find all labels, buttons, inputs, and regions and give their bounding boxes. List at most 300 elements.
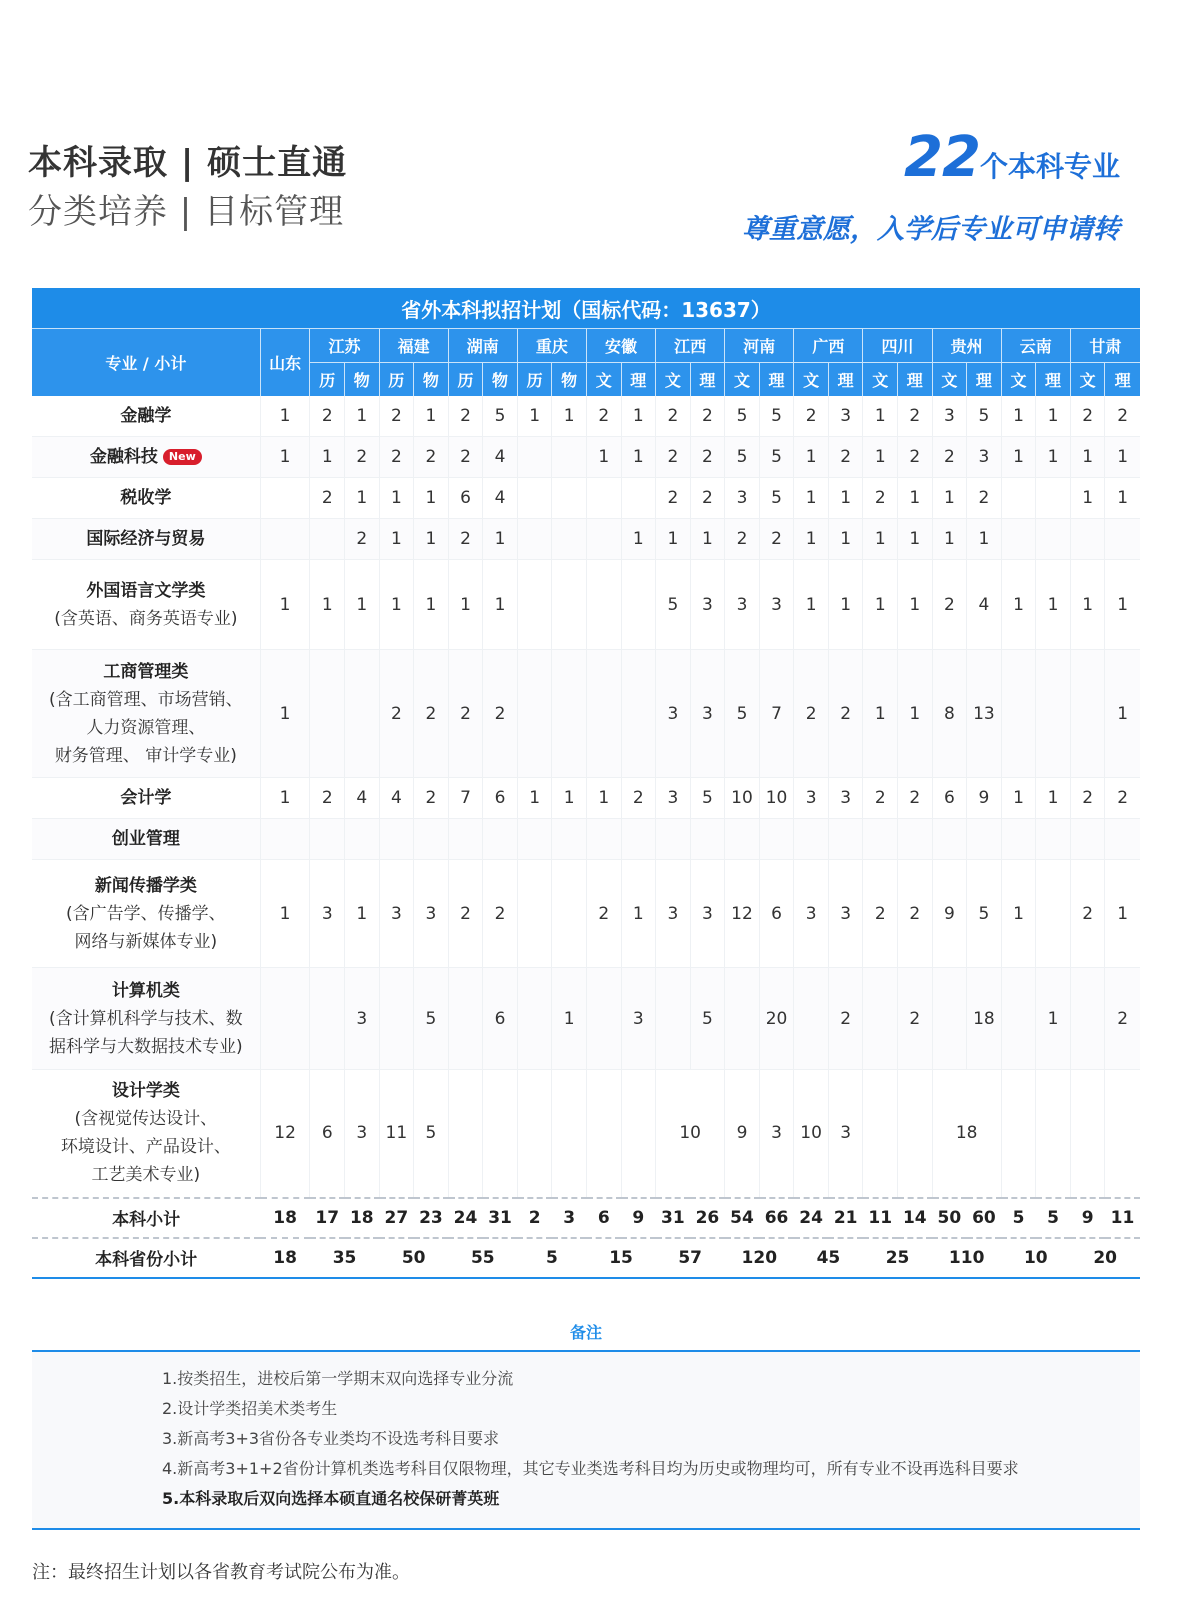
note-item: 1.按类招生，进校后第一学期末双向选择专业分流	[162, 1369, 514, 1388]
subtotal-cell: 24	[794, 1198, 829, 1238]
value-cell: 3	[379, 860, 414, 968]
value-cell: 1	[414, 478, 449, 519]
major-title: 会计学	[120, 788, 172, 808]
table-row	[32, 478, 1140, 519]
value-cell	[932, 819, 967, 860]
value-cell	[260, 478, 310, 519]
value-cell	[517, 860, 552, 968]
subject-header: 文	[1070, 363, 1105, 397]
table-row	[32, 1070, 1140, 1198]
value-cell: 4	[483, 478, 518, 519]
value-cell: 2	[345, 519, 380, 560]
value-cell	[794, 819, 829, 860]
major-detail: 人力资源管理、	[86, 717, 206, 738]
value-cell	[1001, 1070, 1036, 1198]
subtotal-cell: 5	[1001, 1198, 1036, 1238]
province-total-row	[32, 1238, 1140, 1278]
value-cell: 20	[759, 968, 794, 1070]
value-cell	[345, 819, 380, 860]
value-cell: 2	[448, 519, 483, 560]
subtotal-cell: 11	[863, 1198, 898, 1238]
subject-header: 理	[759, 363, 794, 397]
subject-header: 理	[898, 363, 933, 397]
province-header: 甘肃	[1070, 329, 1140, 363]
subtotal-cell: 60	[967, 1198, 1002, 1238]
subtotal-cell: 66	[759, 1198, 794, 1238]
value-cell: 2	[656, 437, 691, 478]
value-cell	[552, 560, 587, 650]
major-name	[32, 784, 260, 812]
value-cell: 3	[690, 560, 725, 650]
subtotal-cell: 3	[552, 1198, 587, 1238]
major-detail: 网络与新媒体专业)	[74, 931, 218, 952]
province-header: 安徽	[586, 329, 655, 363]
value-cell	[725, 819, 760, 860]
value-cell: 2	[310, 396, 345, 437]
value-cell: 2	[310, 478, 345, 519]
value-cell	[621, 1070, 656, 1198]
province-header: 广西	[794, 329, 863, 363]
value-cell: 3	[690, 650, 725, 778]
value-cell	[1105, 819, 1140, 860]
value-cell: 10	[794, 1070, 829, 1198]
major-name-cell	[32, 560, 260, 650]
value-cell	[552, 650, 587, 778]
value-cell: 2	[1070, 860, 1105, 968]
major-detail: (含英语、商务英语专业)	[54, 608, 238, 629]
major-title: 金融学	[120, 406, 172, 426]
province-header: 江苏	[310, 329, 379, 363]
value-cell	[690, 819, 725, 860]
province-header: 河南	[725, 329, 794, 363]
value-cell: 3	[345, 968, 380, 1070]
value-cell: 2	[932, 437, 967, 478]
value-cell: 1	[414, 560, 449, 650]
value-cell	[586, 1070, 621, 1198]
value-cell: 2	[448, 860, 483, 968]
value-cell: 2	[690, 478, 725, 519]
value-cell: 6	[759, 860, 794, 968]
subject-header: 历	[379, 363, 414, 397]
value-cell	[1036, 860, 1071, 968]
value-cell: 12	[725, 860, 760, 968]
value-cell	[863, 968, 898, 1070]
subject-header: 文	[725, 363, 760, 397]
subject-header: 理	[1036, 363, 1071, 397]
value-cell: 1	[1070, 437, 1105, 478]
value-cell: 1	[1105, 860, 1140, 968]
value-cell: 10	[725, 778, 760, 819]
value-cell: 2	[828, 650, 863, 778]
value-cell: 5	[759, 437, 794, 478]
value-cell: 1	[379, 478, 414, 519]
major-title: 创业管理	[111, 829, 180, 849]
value-cell: 2	[898, 860, 933, 968]
value-cell: 2	[863, 860, 898, 968]
province-header: 云南	[1001, 329, 1070, 363]
value-cell: 2	[414, 650, 449, 778]
province-total-cell: 10	[1001, 1238, 1070, 1278]
value-cell	[552, 519, 587, 560]
value-cell: 4	[967, 560, 1002, 650]
value-cell: 1	[898, 650, 933, 778]
value-cell: 1	[863, 519, 898, 560]
value-cell: 1	[863, 396, 898, 437]
value-cell: 1	[379, 519, 414, 560]
major-count-row	[742, 125, 1120, 201]
notes-block	[32, 1316, 1140, 1530]
value-cell: 3	[414, 860, 449, 968]
value-cell: 1	[1001, 860, 1036, 968]
value-cell: 2	[967, 478, 1002, 519]
value-cell	[517, 968, 552, 1070]
province-total-cell: 57	[656, 1238, 725, 1278]
value-cell: 2	[1105, 968, 1140, 1070]
major-name-cell	[32, 519, 260, 560]
value-cell	[828, 819, 863, 860]
value-cell: 1	[1001, 437, 1036, 478]
value-cell: 18	[932, 1070, 1001, 1198]
value-cell	[1001, 819, 1036, 860]
major-name-cell	[32, 478, 260, 519]
value-cell: 6	[483, 968, 518, 1070]
value-cell	[621, 650, 656, 778]
subtotal-cell: 50	[932, 1198, 967, 1238]
value-cell: 1	[260, 860, 310, 968]
major-title: 计算机类	[111, 980, 180, 1001]
major-name	[32, 402, 260, 430]
subject-header: 物	[552, 363, 587, 397]
value-cell: 9	[932, 860, 967, 968]
value-cell: 1	[828, 519, 863, 560]
value-cell	[448, 819, 483, 860]
subject-header: 文	[863, 363, 898, 397]
value-cell	[1070, 968, 1105, 1070]
subtotal-cell: 31	[656, 1198, 691, 1238]
subject-header: 文	[586, 363, 621, 397]
value-cell: 6	[310, 1070, 345, 1198]
headline: 本科录取 | 硕士直通	[28, 143, 348, 183]
value-cell: 1	[828, 560, 863, 650]
province-header: 贵州	[932, 329, 1001, 363]
subtotal-cell: 6	[586, 1198, 621, 1238]
major-title: 国际经济与贸易	[86, 529, 206, 549]
value-cell	[1036, 478, 1071, 519]
value-cell: 1	[1036, 560, 1071, 650]
province-total-cell: 5	[517, 1238, 586, 1278]
value-cell: 5	[483, 396, 518, 437]
value-cell: 2	[448, 396, 483, 437]
value-cell: 2	[690, 396, 725, 437]
value-cell	[898, 819, 933, 860]
value-cell	[794, 968, 829, 1070]
subject-header: 历	[517, 363, 552, 397]
value-cell: 1	[414, 396, 449, 437]
major-title: 金融科技	[89, 447, 158, 467]
major-detail: (含计算机科学与技术、数	[49, 1008, 243, 1029]
value-cell: 1	[552, 778, 587, 819]
value-cell: 1	[863, 437, 898, 478]
value-cell	[552, 1070, 587, 1198]
subject-header: 文	[932, 363, 967, 397]
value-cell	[414, 819, 449, 860]
major-name	[32, 658, 260, 686]
subtotal-cell: 11	[1105, 1198, 1140, 1238]
value-cell: 1	[898, 519, 933, 560]
value-cell: 3	[828, 860, 863, 968]
value-cell: 9	[725, 1070, 760, 1198]
value-cell: 1	[794, 437, 829, 478]
value-cell	[310, 650, 345, 778]
value-cell: 5	[725, 437, 760, 478]
value-cell	[345, 650, 380, 778]
value-cell: 6	[483, 778, 518, 819]
value-cell: 3	[794, 860, 829, 968]
value-cell: 2	[932, 560, 967, 650]
value-cell: 2	[414, 437, 449, 478]
major-title: 设计学类	[111, 1081, 180, 1102]
value-cell: 5	[414, 1070, 449, 1198]
value-cell: 3	[345, 1070, 380, 1198]
value-cell	[1070, 1070, 1105, 1198]
value-cell: 1	[586, 437, 621, 478]
value-cell	[586, 519, 621, 560]
table-row	[32, 560, 1140, 650]
major-name	[32, 1077, 260, 1105]
value-cell	[1001, 478, 1036, 519]
value-cell: 3	[725, 560, 760, 650]
value-cell: 2	[621, 778, 656, 819]
slogan: 尊重意愿，入学后专业可申请转	[742, 214, 1120, 245]
value-cell: 13	[967, 650, 1002, 778]
value-cell: 1	[552, 396, 587, 437]
value-cell	[260, 819, 310, 860]
major-name-cell	[32, 437, 260, 478]
value-cell: 1	[1001, 396, 1036, 437]
value-cell: 1	[967, 519, 1002, 560]
value-cell: 1	[1105, 560, 1140, 650]
value-cell	[448, 1070, 483, 1198]
value-cell: 1	[483, 560, 518, 650]
value-cell	[621, 560, 656, 650]
value-cell: 1	[656, 519, 691, 560]
value-cell: 1	[260, 437, 310, 478]
footnote: 注：最终招生计划以各省教育考试院公布为准。	[32, 1562, 410, 1583]
province-total-cell: 18	[260, 1238, 310, 1278]
value-cell	[517, 478, 552, 519]
province-header: 福建	[379, 329, 448, 363]
value-cell: 3	[759, 1070, 794, 1198]
major-column-header: 专业 / 小计	[32, 329, 260, 397]
value-cell	[967, 819, 1002, 860]
major-detail: 据科学与大数据技术专业)	[49, 1036, 243, 1057]
major-title: 工商管理类	[103, 661, 189, 682]
value-cell: 2	[379, 650, 414, 778]
value-cell	[759, 819, 794, 860]
major-name-cell	[32, 396, 260, 437]
value-cell: 3	[656, 650, 691, 778]
value-cell: 12	[260, 1070, 310, 1198]
value-cell	[379, 968, 414, 1070]
value-cell: 1	[345, 396, 380, 437]
value-cell: 4	[345, 778, 380, 819]
province-total-cell: 50	[379, 1238, 448, 1278]
value-cell: 3	[621, 968, 656, 1070]
value-cell: 2	[483, 650, 518, 778]
province-header: 湖南	[448, 329, 517, 363]
major-title: 税收学	[120, 488, 172, 508]
value-cell	[656, 968, 691, 1070]
value-cell	[448, 968, 483, 1070]
major-detail: (含工商管理、市场营销、	[49, 689, 243, 710]
province-total-cell: 35	[310, 1238, 379, 1278]
subtotal-cell: 9	[1070, 1198, 1105, 1238]
value-cell: 2	[863, 478, 898, 519]
value-cell	[586, 968, 621, 1070]
value-cell: 3	[828, 396, 863, 437]
value-cell: 2	[863, 778, 898, 819]
enrollment-plan-table-wrap	[32, 288, 1140, 1279]
value-cell: 11	[379, 1070, 414, 1198]
value-cell	[898, 1070, 933, 1198]
header-right	[742, 125, 1120, 246]
value-cell: 1	[310, 560, 345, 650]
value-cell: 1	[1036, 968, 1071, 1070]
value-cell: 10	[656, 1070, 725, 1198]
value-cell: 1	[828, 478, 863, 519]
value-cell: 1	[260, 778, 310, 819]
value-cell: 1	[690, 519, 725, 560]
subtotal-cell: 21	[828, 1198, 863, 1238]
value-cell: 2	[898, 968, 933, 1070]
value-cell	[725, 968, 760, 1070]
value-cell: 2	[586, 860, 621, 968]
value-cell: 2	[310, 778, 345, 819]
value-cell: 1	[260, 396, 310, 437]
value-cell: 18	[967, 968, 1002, 1070]
subject-header: 理	[690, 363, 725, 397]
value-cell	[1070, 819, 1105, 860]
value-cell	[586, 819, 621, 860]
notes-title: 备注	[32, 1316, 1140, 1352]
value-cell	[1036, 650, 1071, 778]
value-cell	[517, 650, 552, 778]
subtotal-cell: 5	[1036, 1198, 1071, 1238]
province-total-cell: 55	[448, 1238, 517, 1278]
major-name-cell	[32, 968, 260, 1070]
value-cell: 1	[932, 519, 967, 560]
value-cell	[483, 819, 518, 860]
value-cell: 8	[932, 650, 967, 778]
value-cell: 2	[759, 519, 794, 560]
province-total-cell: 45	[794, 1238, 863, 1278]
value-cell	[1070, 519, 1105, 560]
value-cell: 1	[517, 778, 552, 819]
subtotal-cell: 31	[483, 1198, 518, 1238]
value-cell: 2	[379, 437, 414, 478]
value-cell: 1	[345, 478, 380, 519]
value-cell	[260, 519, 310, 560]
value-cell	[260, 968, 310, 1070]
value-cell: 2	[898, 396, 933, 437]
value-cell	[932, 968, 967, 1070]
subtotal-cell: 17	[310, 1198, 345, 1238]
value-cell: 1	[310, 437, 345, 478]
value-cell: 1	[863, 560, 898, 650]
value-cell: 7	[448, 778, 483, 819]
value-cell: 2	[656, 478, 691, 519]
value-cell: 2	[1070, 396, 1105, 437]
subject-header: 物	[414, 363, 449, 397]
province-header-row	[32, 329, 1140, 363]
value-cell: 1	[794, 478, 829, 519]
value-cell: 1	[898, 560, 933, 650]
province-total-cell: 120	[725, 1238, 794, 1278]
value-cell: 1	[345, 860, 380, 968]
value-cell: 1	[260, 650, 310, 778]
major-detail: 财务管理、 审计学专业)	[54, 745, 237, 766]
subtotal-cell: 18	[345, 1198, 380, 1238]
major-name	[32, 825, 260, 853]
value-cell: 4	[483, 437, 518, 478]
table-title: 省外本科拟招计划（国标代码：13637）	[32, 288, 1140, 329]
province-total-cell: 15	[586, 1238, 655, 1278]
value-cell	[310, 968, 345, 1070]
subject-header: 文	[656, 363, 691, 397]
value-cell: 3	[828, 1070, 863, 1198]
value-cell: 2	[448, 650, 483, 778]
subject-header: 文	[794, 363, 829, 397]
value-cell: 1	[794, 519, 829, 560]
subtotal-cell: 24	[448, 1198, 483, 1238]
subtotal-label: 本科小计	[32, 1198, 260, 1238]
major-detail: (含广告学、传播学、	[66, 903, 226, 924]
value-cell: 1	[345, 560, 380, 650]
value-cell: 6	[448, 478, 483, 519]
value-cell: 1	[517, 396, 552, 437]
value-cell: 5	[690, 778, 725, 819]
value-cell: 2	[1105, 396, 1140, 437]
value-cell: 1	[898, 478, 933, 519]
value-cell: 3	[794, 778, 829, 819]
value-cell	[1070, 650, 1105, 778]
value-cell: 1	[621, 519, 656, 560]
major-name	[32, 443, 260, 471]
value-cell: 5	[690, 968, 725, 1070]
value-cell	[1105, 1070, 1140, 1198]
value-cell	[552, 437, 587, 478]
value-cell: 5	[656, 560, 691, 650]
subtotal-cell: 9	[621, 1198, 656, 1238]
value-cell: 4	[379, 778, 414, 819]
major-name	[32, 977, 260, 1005]
value-cell: 10	[759, 778, 794, 819]
subject-header: 理	[967, 363, 1002, 397]
table-row	[32, 819, 1140, 860]
subject-header: 历	[448, 363, 483, 397]
subtotal-row	[32, 1198, 1140, 1238]
subject-header: 物	[345, 363, 380, 397]
value-cell: 1	[1105, 437, 1140, 478]
subject-header: 历	[310, 363, 345, 397]
value-cell: 1	[260, 560, 310, 650]
table-title-row	[32, 288, 1140, 329]
subject-header: 理	[621, 363, 656, 397]
subject-header: 理	[828, 363, 863, 397]
value-cell: 3	[310, 860, 345, 968]
value-cell	[1105, 519, 1140, 560]
value-cell	[517, 1070, 552, 1198]
